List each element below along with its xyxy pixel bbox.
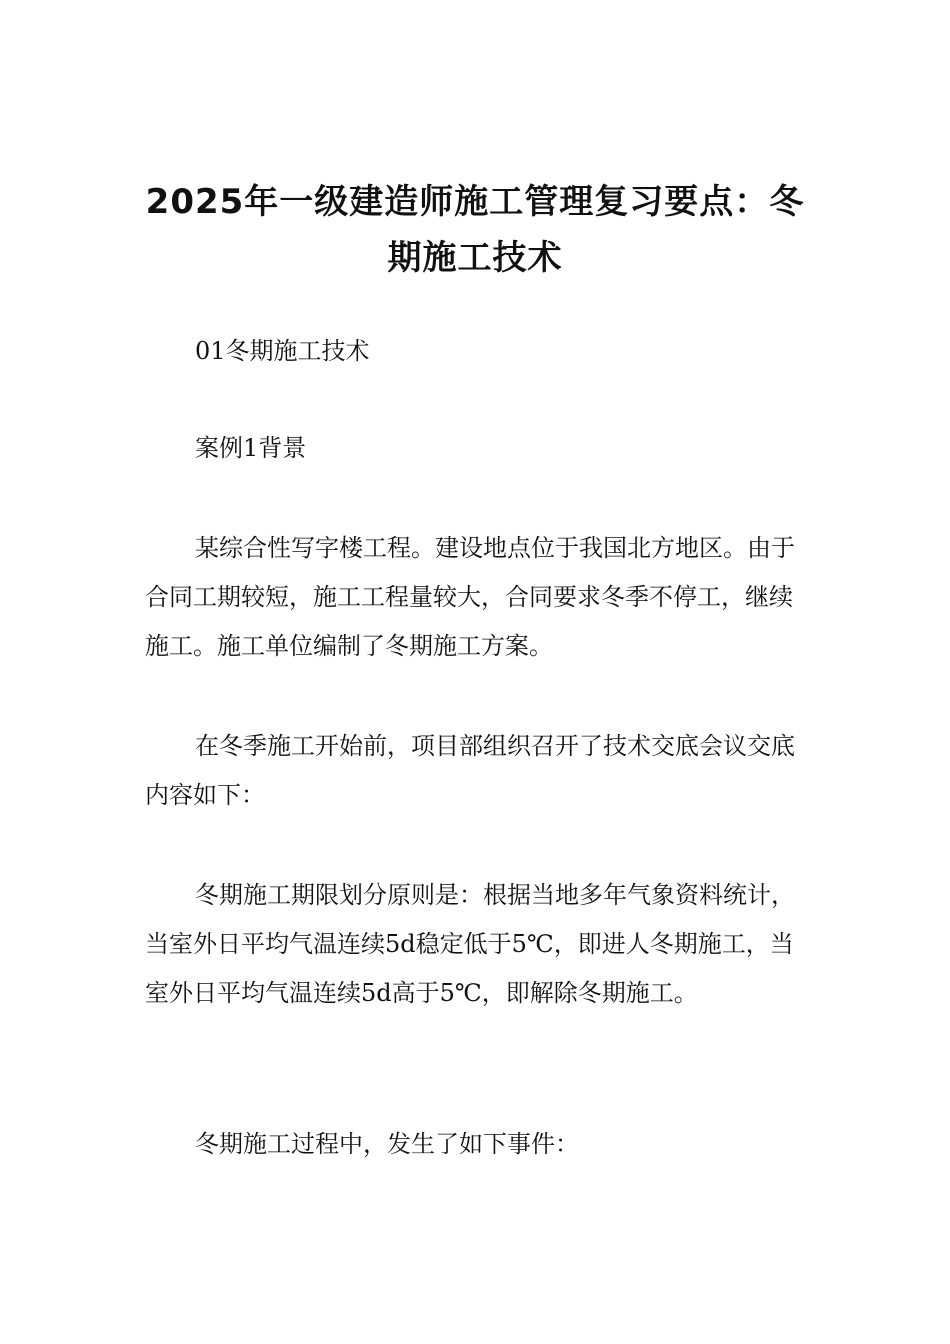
paragraph-briefing: 在冬季施工开始前，项目部组织召开了技术交底会议交底内容如下：: [145, 732, 795, 809]
paragraph-winter-rule: 冬期施工期限划分原则是：根据当地多年气象资料统计，当室外日平均气温连续5d稳定低于5℃，即进人冬期施工，当室外日平均气温连续5d高于5℃，即解除冬期施工。: [145, 881, 795, 1007]
case-heading: 案例1背景: [195, 434, 307, 462]
paragraph-background: 某综合性写字楼工程。建设地点位于我国北方地区。由于合同工期较短，施工工程量较大，合同要求冬季不停工，继续施工。施工单位编制了冬期施工方案。: [145, 534, 795, 660]
section-heading: 01冬期施工技术: [195, 337, 370, 365]
document-title: 2025年一级建造师施工管理复习要点：冬期施工技术: [145, 182, 805, 278]
paragraph-events-intro: 冬期施工过程中，发生了如下事件：: [195, 1130, 579, 1158]
